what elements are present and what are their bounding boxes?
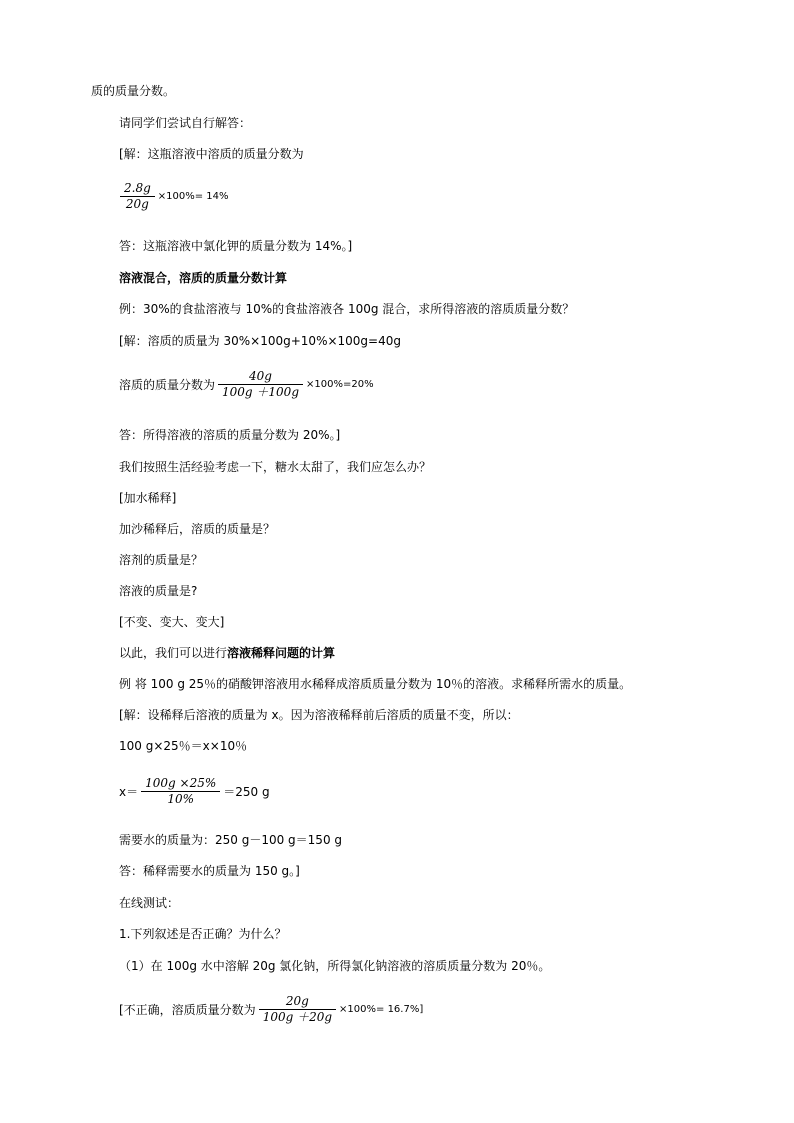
- fraction: [259, 994, 336, 1025]
- text-line: 请同学们尝试自行解答：: [119, 116, 252, 130]
- denominator: 100g ＋20g: [262, 1010, 333, 1024]
- text-segment: 以此，我们可以进行: [119, 646, 228, 660]
- text-line: [解：溶质的质量为 30%×100g+10%×100g=40g: [119, 334, 401, 348]
- text-line: [加水稀释]: [119, 491, 177, 505]
- fraction: [120, 181, 155, 212]
- formula-tail: ×100%=20%: [306, 379, 374, 390]
- numerator: 20g: [285, 994, 309, 1008]
- denominator: 10%: [167, 792, 195, 806]
- formula-tail: ×100%= 14%: [157, 191, 229, 202]
- bold-segment: 溶液稀释问题的计算: [227, 646, 336, 660]
- fraction: [218, 369, 303, 400]
- formula-prefix: 溶质的质量分数为: [119, 378, 216, 392]
- denominator: 100g ＋100g: [222, 385, 300, 399]
- text-line: 答：这瓶溶液中氯化钾的质量分数为 14%。]: [119, 239, 353, 253]
- text-line: 在线测试：: [119, 896, 180, 910]
- formula-tail: ×100%= 16.7%]: [339, 1004, 424, 1015]
- text-line: 溶液的质量是?: [119, 584, 198, 598]
- formula-fraction: [119, 369, 374, 400]
- section-heading: 溶液混合，溶质的质量分数计算: [119, 271, 288, 285]
- formula-prefix: [不正确，溶质质量分数为: [119, 1003, 256, 1017]
- text-line: 例：30%的食盐溶液与 10%的食盐溶液各 100g 混合，求所得溶液的溶质质量分数？: [119, 302, 575, 316]
- text-line: [不变、变大、变大]: [119, 615, 225, 629]
- text-line: 1.下列叙述是否正确？为什么？: [119, 927, 287, 941]
- formula-tail: ＝250 g: [223, 785, 270, 799]
- numerator: 2.8g: [124, 181, 151, 195]
- text-line: 100 g×25％＝x×10％: [119, 739, 248, 753]
- formula-fraction: [119, 776, 270, 807]
- text-line: 加沙稀释后，溶质的质量是？: [119, 522, 276, 536]
- denominator: 20g: [125, 197, 149, 211]
- text-line: [解：这瓶溶液中溶质的质量分数为: [119, 147, 304, 161]
- text-line: 我们按照生活经验考虑一下，糖水太甜了，我们应怎么办？: [119, 460, 432, 474]
- text-line: [解：设稀释后溶液的质量为 x。因为溶液稀释前后溶质的质量不变，所以：: [119, 708, 519, 722]
- text-line: [119, 645, 335, 661]
- text-line: 溶剂的质量是？: [119, 553, 204, 567]
- text-line: 答：所得溶液的溶质的质量分数为 20%。]: [119, 428, 341, 442]
- text-line: （1）在 100g 水中溶解 20g 氯化钠，所得氯化钠溶液的溶质质量分数为 20％。: [119, 959, 551, 973]
- formula-fraction: [117, 181, 229, 212]
- fraction: [141, 776, 220, 807]
- formula-prefix: x＝: [119, 785, 139, 799]
- numerator: 40g: [249, 369, 272, 383]
- text-line: 例 将 100 g 25％的硝酸钾溶液用水稀释成溶质质量分数为 10％的溶液。求稀释所需水的质量。: [119, 677, 632, 691]
- formula-fraction: [119, 994, 423, 1025]
- text-line: 答：稀释需要水的质量为 150 g。]: [119, 864, 300, 878]
- text-line: 需要水的质量为：250 g－100 g＝150 g: [119, 833, 343, 847]
- text-line: 质的质量分数。: [91, 84, 176, 98]
- numerator: 100g ×25%: [145, 776, 217, 790]
